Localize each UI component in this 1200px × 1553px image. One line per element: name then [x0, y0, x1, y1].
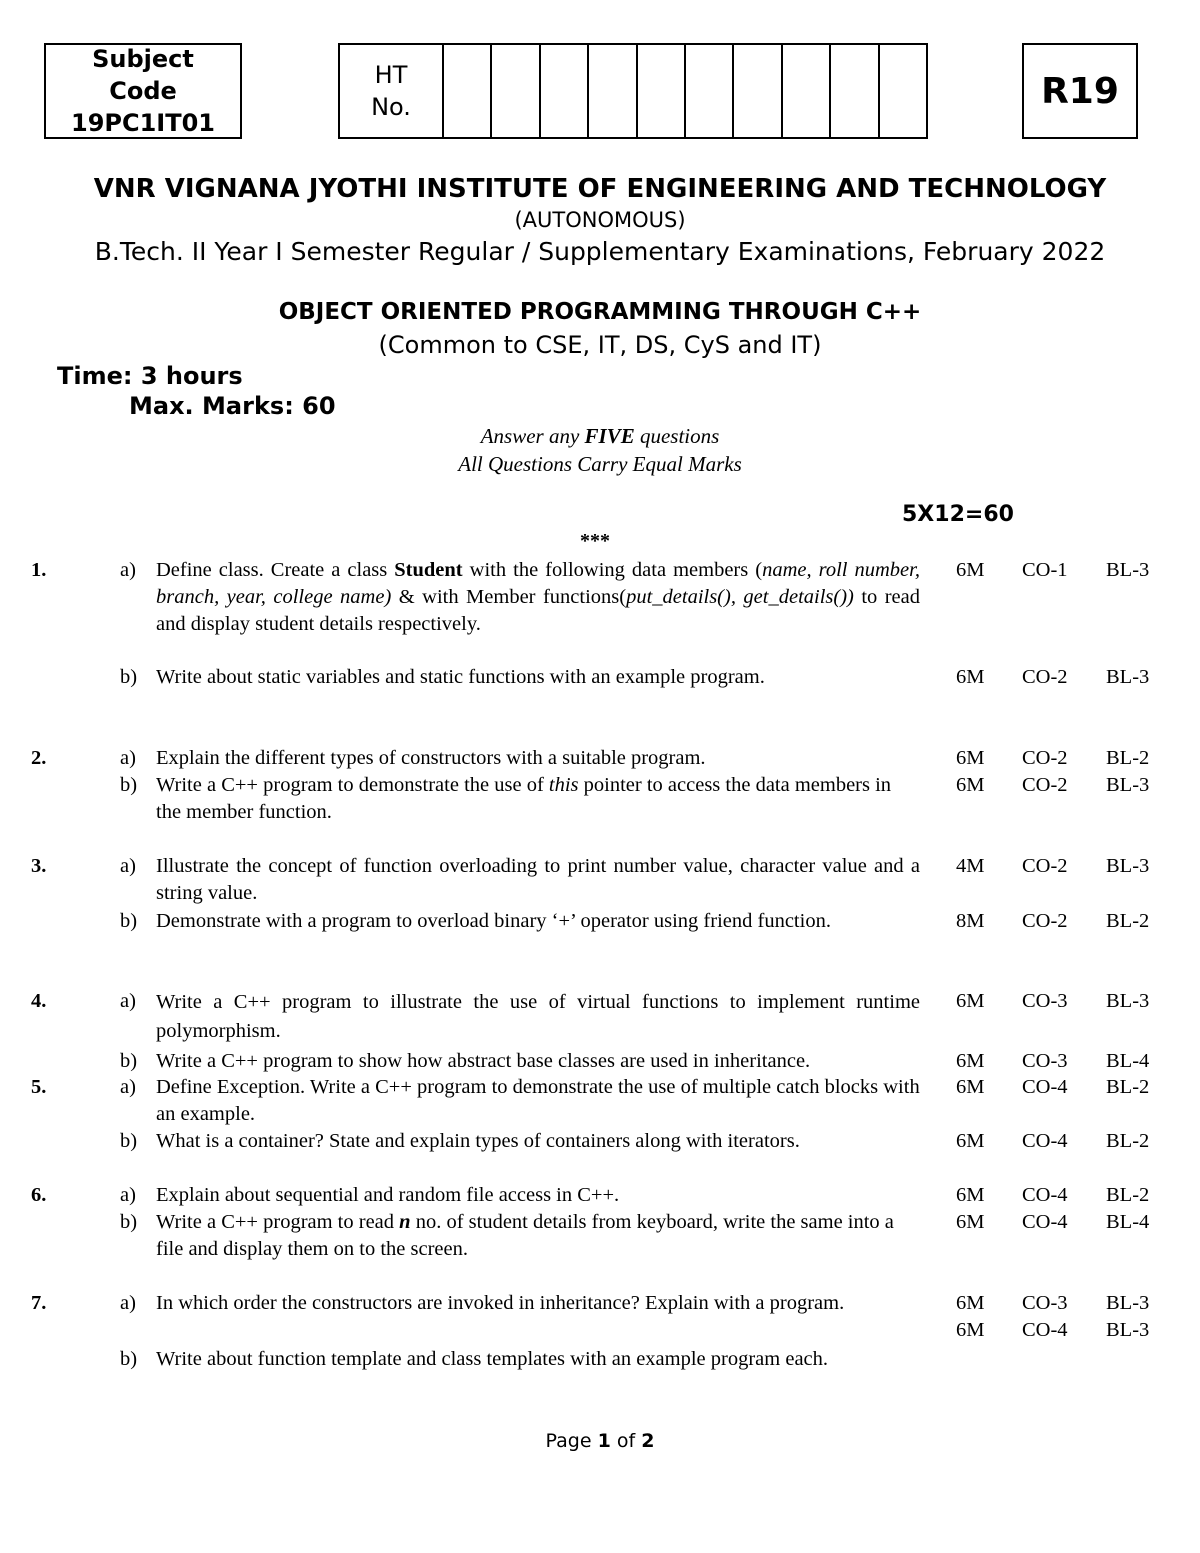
ht-digit-cell[interactable] [880, 45, 926, 137]
part-bl: BL-4 [1106, 1211, 1150, 1233]
max-marks: Max. Marks: 60 [129, 392, 336, 420]
ht-digit-cell[interactable] [638, 45, 686, 137]
part-marks: 6M [956, 1292, 985, 1314]
part-text: Write a C++ program to demonstrate the use of this pointer to access the data members in the member function. [156, 774, 892, 823]
question-number: 1. [31, 559, 47, 581]
part-text: Define Exception. Write a C++ program to demonstrate the use of multiple catch blocks with an example. [156, 1076, 920, 1125]
part-text: Explain the different types of constructors with a suitable program. [156, 747, 706, 769]
marks-total: 5X12=60 [902, 502, 1014, 527]
part-co: CO-3 [1022, 1292, 1068, 1314]
part-text: What is a container? State and explain types of containers along with iterators. [156, 1130, 800, 1152]
part-label: b) [120, 1211, 138, 1233]
part-marks: 6M [956, 1319, 985, 1341]
part-label: a) [120, 1076, 136, 1098]
part-label: b) [120, 1130, 138, 1152]
part-label: b) [120, 1050, 138, 1072]
part-marks: 6M [956, 1050, 985, 1072]
part-co: CO-3 [1022, 990, 1068, 1012]
part-bl: BL-3 [1106, 774, 1150, 796]
instructions [0, 422, 1200, 478]
part-marks: 6M [956, 1211, 985, 1233]
part-co: CO-2 [1022, 747, 1068, 769]
part-text: In which order the constructors are invoked in inheritance? Explain with a program. [156, 1292, 845, 1314]
part-label: a) [120, 559, 136, 581]
instruction-emphasis: FIVE [584, 424, 635, 448]
instruction-line-1 [0, 422, 1200, 450]
institute-name: VNR VIGNANA JYOTHI INSTITUTE OF ENGINEERING AND TECHNOLOGY [93, 174, 1107, 204]
part-marks: 6M [956, 666, 985, 688]
instruction-line-2: All Questions Carry Equal Marks [458, 452, 742, 476]
part-marks: 6M [956, 747, 985, 769]
part-text: Illustrate the concept of function overloading to print number value, character value and a string value. [156, 855, 920, 904]
autonomous-label: (AUTONOMOUS) [514, 208, 686, 232]
hall-ticket-label [340, 45, 444, 137]
separator-stars: *** [580, 530, 610, 552]
part-label: a) [120, 1184, 136, 1206]
part-marks: 6M [956, 1076, 985, 1098]
part-bl: BL-3 [1106, 1292, 1150, 1314]
part-label: b) [120, 910, 138, 932]
hall-ticket-box [338, 43, 928, 139]
ht-digit-cell[interactable] [686, 45, 734, 137]
part-marks: 8M [956, 910, 985, 932]
subject-title: OBJECT ORIENTED PROGRAMMING THROUGH C++ [278, 299, 922, 325]
instruction-text: Answer any [480, 424, 585, 448]
part-bl: BL-4 [1106, 1050, 1150, 1072]
part-bl: BL-3 [1106, 559, 1150, 581]
part-marks: 6M [956, 1184, 985, 1206]
page-prefix: Page [545, 1430, 598, 1452]
page-total: 2 [641, 1430, 655, 1452]
subject-code-value: 19PC1IT01 [71, 109, 215, 137]
part-co: CO-4 [1022, 1130, 1068, 1152]
part-bl: BL-2 [1106, 1076, 1150, 1098]
part-co: CO-2 [1022, 666, 1068, 688]
question-number: 2. [31, 747, 47, 769]
part-co: CO-1 [1022, 559, 1068, 581]
subject-code-label-2: Code [109, 77, 177, 105]
page-indicator [0, 1430, 1200, 1452]
part-co: CO-2 [1022, 855, 1068, 877]
part-co: CO-2 [1022, 774, 1068, 796]
ht-digit-cell[interactable] [444, 45, 492, 137]
part-co: CO-4 [1022, 1319, 1068, 1341]
page-of: of [610, 1430, 642, 1452]
part-text: Explain about sequential and random file access in C++. [156, 1184, 620, 1206]
subject-code-box [44, 43, 242, 139]
instruction-text: questions [634, 424, 720, 448]
ht-label-line-1: HT [374, 61, 408, 89]
ht-digit-cell[interactable] [541, 45, 589, 137]
ht-digit-cell[interactable] [831, 45, 879, 137]
question-number: 5. [31, 1076, 47, 1098]
part-bl: BL-3 [1106, 855, 1150, 877]
part-co: CO-4 [1022, 1211, 1068, 1233]
part-label: b) [120, 666, 138, 688]
part-bl: BL-2 [1106, 1130, 1150, 1152]
part-marks: 6M [956, 1130, 985, 1152]
part-label: b) [120, 774, 138, 796]
part-bl: BL-2 [1106, 910, 1150, 932]
part-marks: 6M [956, 990, 985, 1012]
part-text: Write about static variables and static functions with an example program. [156, 666, 765, 688]
part-co: CO-3 [1022, 1050, 1068, 1072]
part-bl: BL-3 [1106, 990, 1150, 1012]
part-text: Write a C++ program to read n no. of student details from keyboard, write the same into a file and display them on to the screen. [156, 1211, 894, 1260]
question-number: 3. [31, 855, 47, 877]
page-current: 1 [597, 1430, 611, 1452]
part-bl: BL-3 [1106, 1319, 1150, 1341]
part-co: CO-4 [1022, 1184, 1068, 1206]
part-marks: 4M [956, 855, 985, 877]
part-marks: 6M [956, 559, 985, 581]
part-label: b) [120, 1348, 138, 1370]
part-bl: BL-2 [1106, 747, 1150, 769]
subject-code-label: Subject [92, 45, 194, 73]
part-label: a) [120, 747, 136, 769]
exam-time: Time: 3 hours [57, 362, 243, 390]
question-number: 7. [31, 1292, 47, 1314]
part-co: CO-4 [1022, 1076, 1068, 1098]
part-marks: 6M [956, 774, 985, 796]
part-bl: BL-3 [1106, 666, 1150, 688]
part-text: Define class. Create a class Student with the following data members (name, roll number, branch, year, college name) & with Member functions(put_details(), get_details()) to read and display student details respectively. [156, 559, 920, 635]
ht-digit-cell[interactable] [734, 45, 782, 137]
question-number: 6. [31, 1184, 47, 1206]
part-text: Demonstrate with a program to overload binary ‘+’ operator using friend function. [156, 910, 831, 932]
part-text: Write a C++ program to illustrate the use of virtual functions to implement runtime polymorphism. [156, 991, 920, 1042]
regulation-badge: R19 [1022, 43, 1138, 139]
exam-title: B.Tech. II Year I Semester Regular / Supplementary Examinations, February 2022 [94, 237, 1106, 266]
part-label: a) [120, 1292, 136, 1314]
part-text: Write a C++ program to show how abstract base classes are used in inheritance. [156, 1050, 811, 1072]
part-label: a) [120, 990, 136, 1012]
part-bl: BL-2 [1106, 1184, 1150, 1206]
part-co: CO-2 [1022, 910, 1068, 932]
ht-digit-cell[interactable] [492, 45, 540, 137]
ht-digit-cell[interactable] [783, 45, 831, 137]
part-text: Write about function template and class templates with an example program each. [156, 1348, 829, 1370]
ht-digit-cell[interactable] [589, 45, 637, 137]
ht-label-line-2: No. [371, 93, 411, 121]
question-number: 4. [31, 990, 47, 1012]
common-to-label: (Common to CSE, IT, DS, CyS and IT) [378, 331, 822, 359]
part-label: a) [120, 855, 136, 877]
